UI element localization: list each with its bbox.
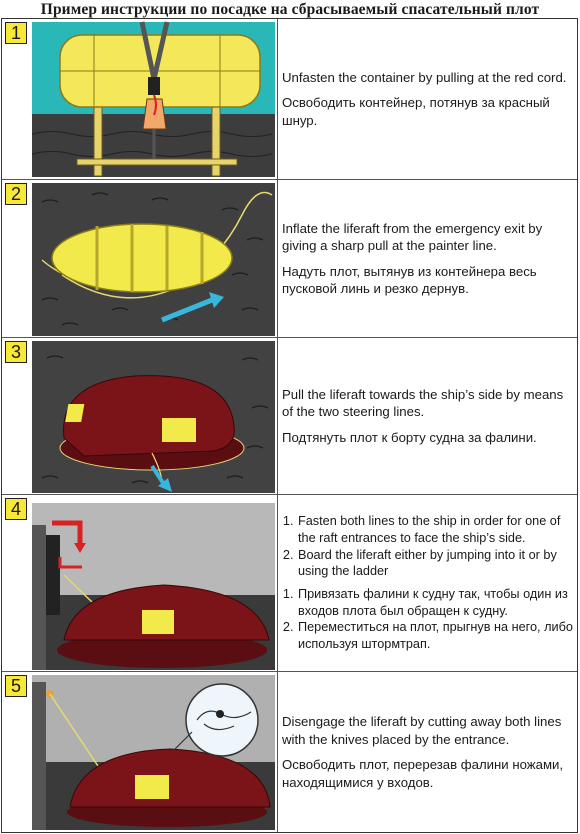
- step-3-text: [282, 338, 573, 494]
- step-5-illustration: [2, 672, 278, 832]
- step-2-english: Inflate the liferaft from the emergency exit by giving a sharp pull at the painter line.: [282, 220, 543, 253]
- step-5-english: Disengage the liferaft by cutting away both lines with the knives placed by the entrance.: [282, 714, 562, 747]
- page-title: Пример инструкции по посадке на сбрасываемый спасательный плот: [40, 1, 540, 18]
- step-3-russian: Подтянуть плот к борту судна за фалини.: [282, 429, 537, 445]
- step-1-text: [282, 19, 573, 179]
- step-2-text: [282, 180, 573, 337]
- step-number-badge: 2: [5, 183, 27, 205]
- inflate-raft-picture: [2, 180, 278, 337]
- step-1-english: Unfasten the container by pulling at the red cord.: [282, 69, 567, 85]
- step-4-russian-item-1: 1. Привязать фалини к судну так, чтобы один из входов плота был обращен к судну.: [297, 586, 573, 619]
- pull-raft-picture: [2, 338, 278, 494]
- instruction-table: [1, 18, 578, 833]
- step-4-russian-list: [282, 586, 573, 653]
- cut-lines-picture: [2, 672, 278, 832]
- step-4-russian-item-2: 2. Переместиться на плот, прыгнув на него, либо используя штормтрап.: [297, 619, 573, 652]
- step-row-4: [2, 495, 577, 672]
- step-4-english-item-2: 2. Board the liferaft either by jumping into it or by using the ladder: [297, 547, 573, 580]
- step-row-1: [2, 19, 577, 180]
- board-raft-picture: [2, 495, 278, 671]
- container-release-picture: [2, 19, 278, 179]
- step-number-badge: 3: [5, 341, 27, 363]
- step-number-badge: 4: [5, 498, 27, 520]
- step-row-3: [2, 338, 577, 495]
- step-4-english-list: [282, 513, 573, 580]
- step-3-illustration: [2, 338, 278, 494]
- step-1-russian: Освободить контейнер, потянув за красный шнур.: [282, 95, 550, 128]
- step-4-text: [282, 495, 573, 671]
- step-2-illustration: [2, 180, 278, 337]
- step-2-russian: Надуть плот, вытянув из контейнера весь пусковой линь и резко дернув.: [282, 263, 537, 296]
- step-4-illustration: [2, 495, 278, 671]
- step-1-illustration: [2, 19, 278, 179]
- step-row-5: [2, 672, 577, 832]
- step-5-text: [282, 672, 573, 832]
- step-5-russian: Освободить плот, перерезав фалини ножами, находящимися у входов.: [282, 757, 564, 790]
- step-4-english-item-1: 1. Fasten both lines to the ship in order for one of the raft entrances to face the ship’s side.: [297, 513, 573, 546]
- step-row-2: [2, 180, 577, 338]
- step-number-badge: 1: [5, 22, 27, 44]
- step-3-english: Pull the liferaft towards the ship’s side by means of the two steering lines.: [282, 386, 564, 420]
- step-number-badge: 5: [5, 675, 27, 697]
